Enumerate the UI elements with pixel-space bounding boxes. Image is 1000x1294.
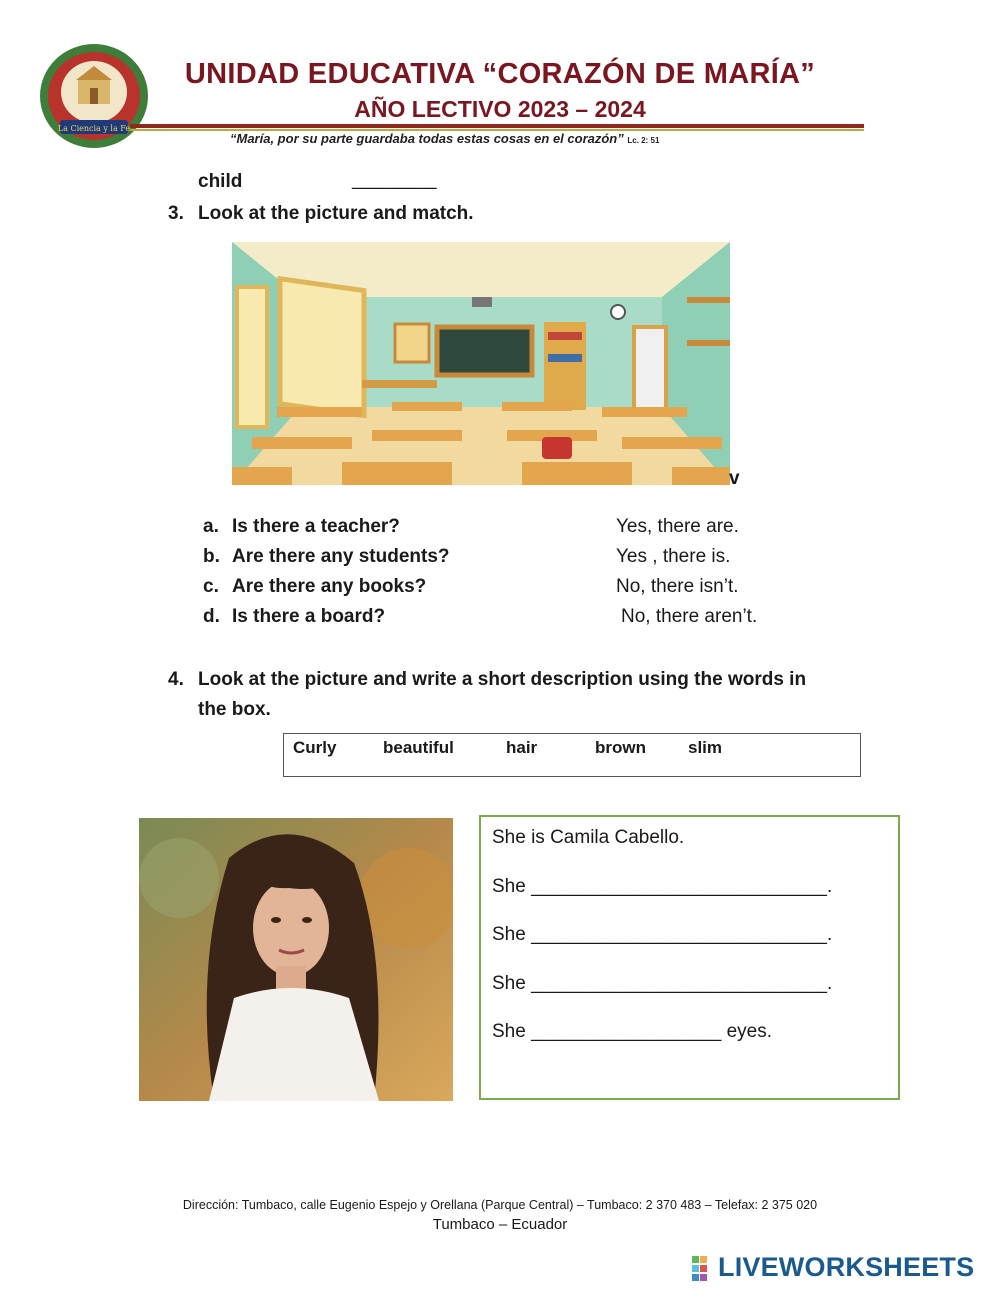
q3-question-c: Are there any books?: [232, 576, 427, 597]
motto: [230, 131, 659, 146]
description-box: [479, 815, 900, 1100]
stray-mark: v: [729, 468, 740, 489]
q3-title: Look at the picture and match.: [198, 203, 474, 224]
description-line-2[interactable]: She ____________________________.: [492, 876, 833, 897]
description-line-3[interactable]: She ____________________________.: [492, 924, 833, 945]
q3-answer-1[interactable]: Yes, there are.: [616, 516, 739, 537]
q3-letter-a: a.: [203, 516, 219, 537]
q3-letter-b: b.: [203, 546, 220, 567]
q3-number: 3.: [168, 203, 184, 224]
footer-city: Tumbaco – Ecuador: [432, 1216, 568, 1233]
prev-word-blank[interactable]: ________: [352, 169, 437, 190]
classroom-illustration: [232, 242, 730, 485]
description-line-1: She is Camila Cabello.: [492, 827, 685, 848]
q4-title-line2: the box.: [198, 699, 271, 720]
school-name: UNIDAD EDUCATIVA “CORAZÓN DE MARÍA”: [184, 58, 816, 90]
footer-address: Dirección: Tumbaco, calle Eugenio Espejo y Orellana (Parque Central) – Tumbaco: 2 370 483 – Telefax: 2 375 020: [182, 1198, 818, 1212]
portrait-photo: [139, 818, 453, 1101]
q4-number: 4.: [168, 669, 184, 690]
description-line-4[interactable]: She ____________________________.: [492, 973, 833, 994]
word-hair: hair: [506, 738, 538, 757]
q3-question-a: Is there a teacher?: [232, 516, 400, 537]
word-slim: slim: [688, 738, 723, 757]
q3-letter-c: c.: [203, 576, 219, 597]
word-brown: brown: [595, 738, 646, 757]
word-box: [283, 733, 861, 777]
motto-reference: Lc. 2: 51: [627, 136, 660, 145]
school-year: AÑO LECTIVO 2023 – 2024: [354, 96, 646, 122]
word-beautiful: beautiful: [383, 738, 454, 757]
q3-letter-d: d.: [203, 606, 220, 627]
q3-question-b: Are there any students?: [232, 546, 450, 567]
liveworksheets-logo-icon: [692, 1254, 716, 1284]
school-seal-logo: [38, 42, 150, 150]
description-line-5[interactable]: She __________________ eyes.: [492, 1021, 772, 1042]
liveworksheets-brand: LIVEWORKSHEETS: [718, 1252, 975, 1282]
q3-answer-2[interactable]: Yes , there is.: [616, 546, 731, 567]
q3-answer-4[interactable]: No, there aren’t.: [621, 606, 758, 627]
seal-motto-text: La Ciencia y la Fe: [57, 124, 131, 133]
header-rule: [130, 124, 864, 128]
word-curly: Curly: [293, 738, 337, 757]
q3-question-d: Is there a board?: [232, 606, 386, 627]
prev-word: child: [198, 171, 243, 192]
motto-text: “María, por su parte guardaba todas estas cosas en el corazón”: [230, 131, 624, 146]
q4-title-line1: Look at the picture and write a short description using the words in: [198, 669, 807, 690]
q3-answer-3[interactable]: No, there isn’t.: [616, 576, 739, 597]
